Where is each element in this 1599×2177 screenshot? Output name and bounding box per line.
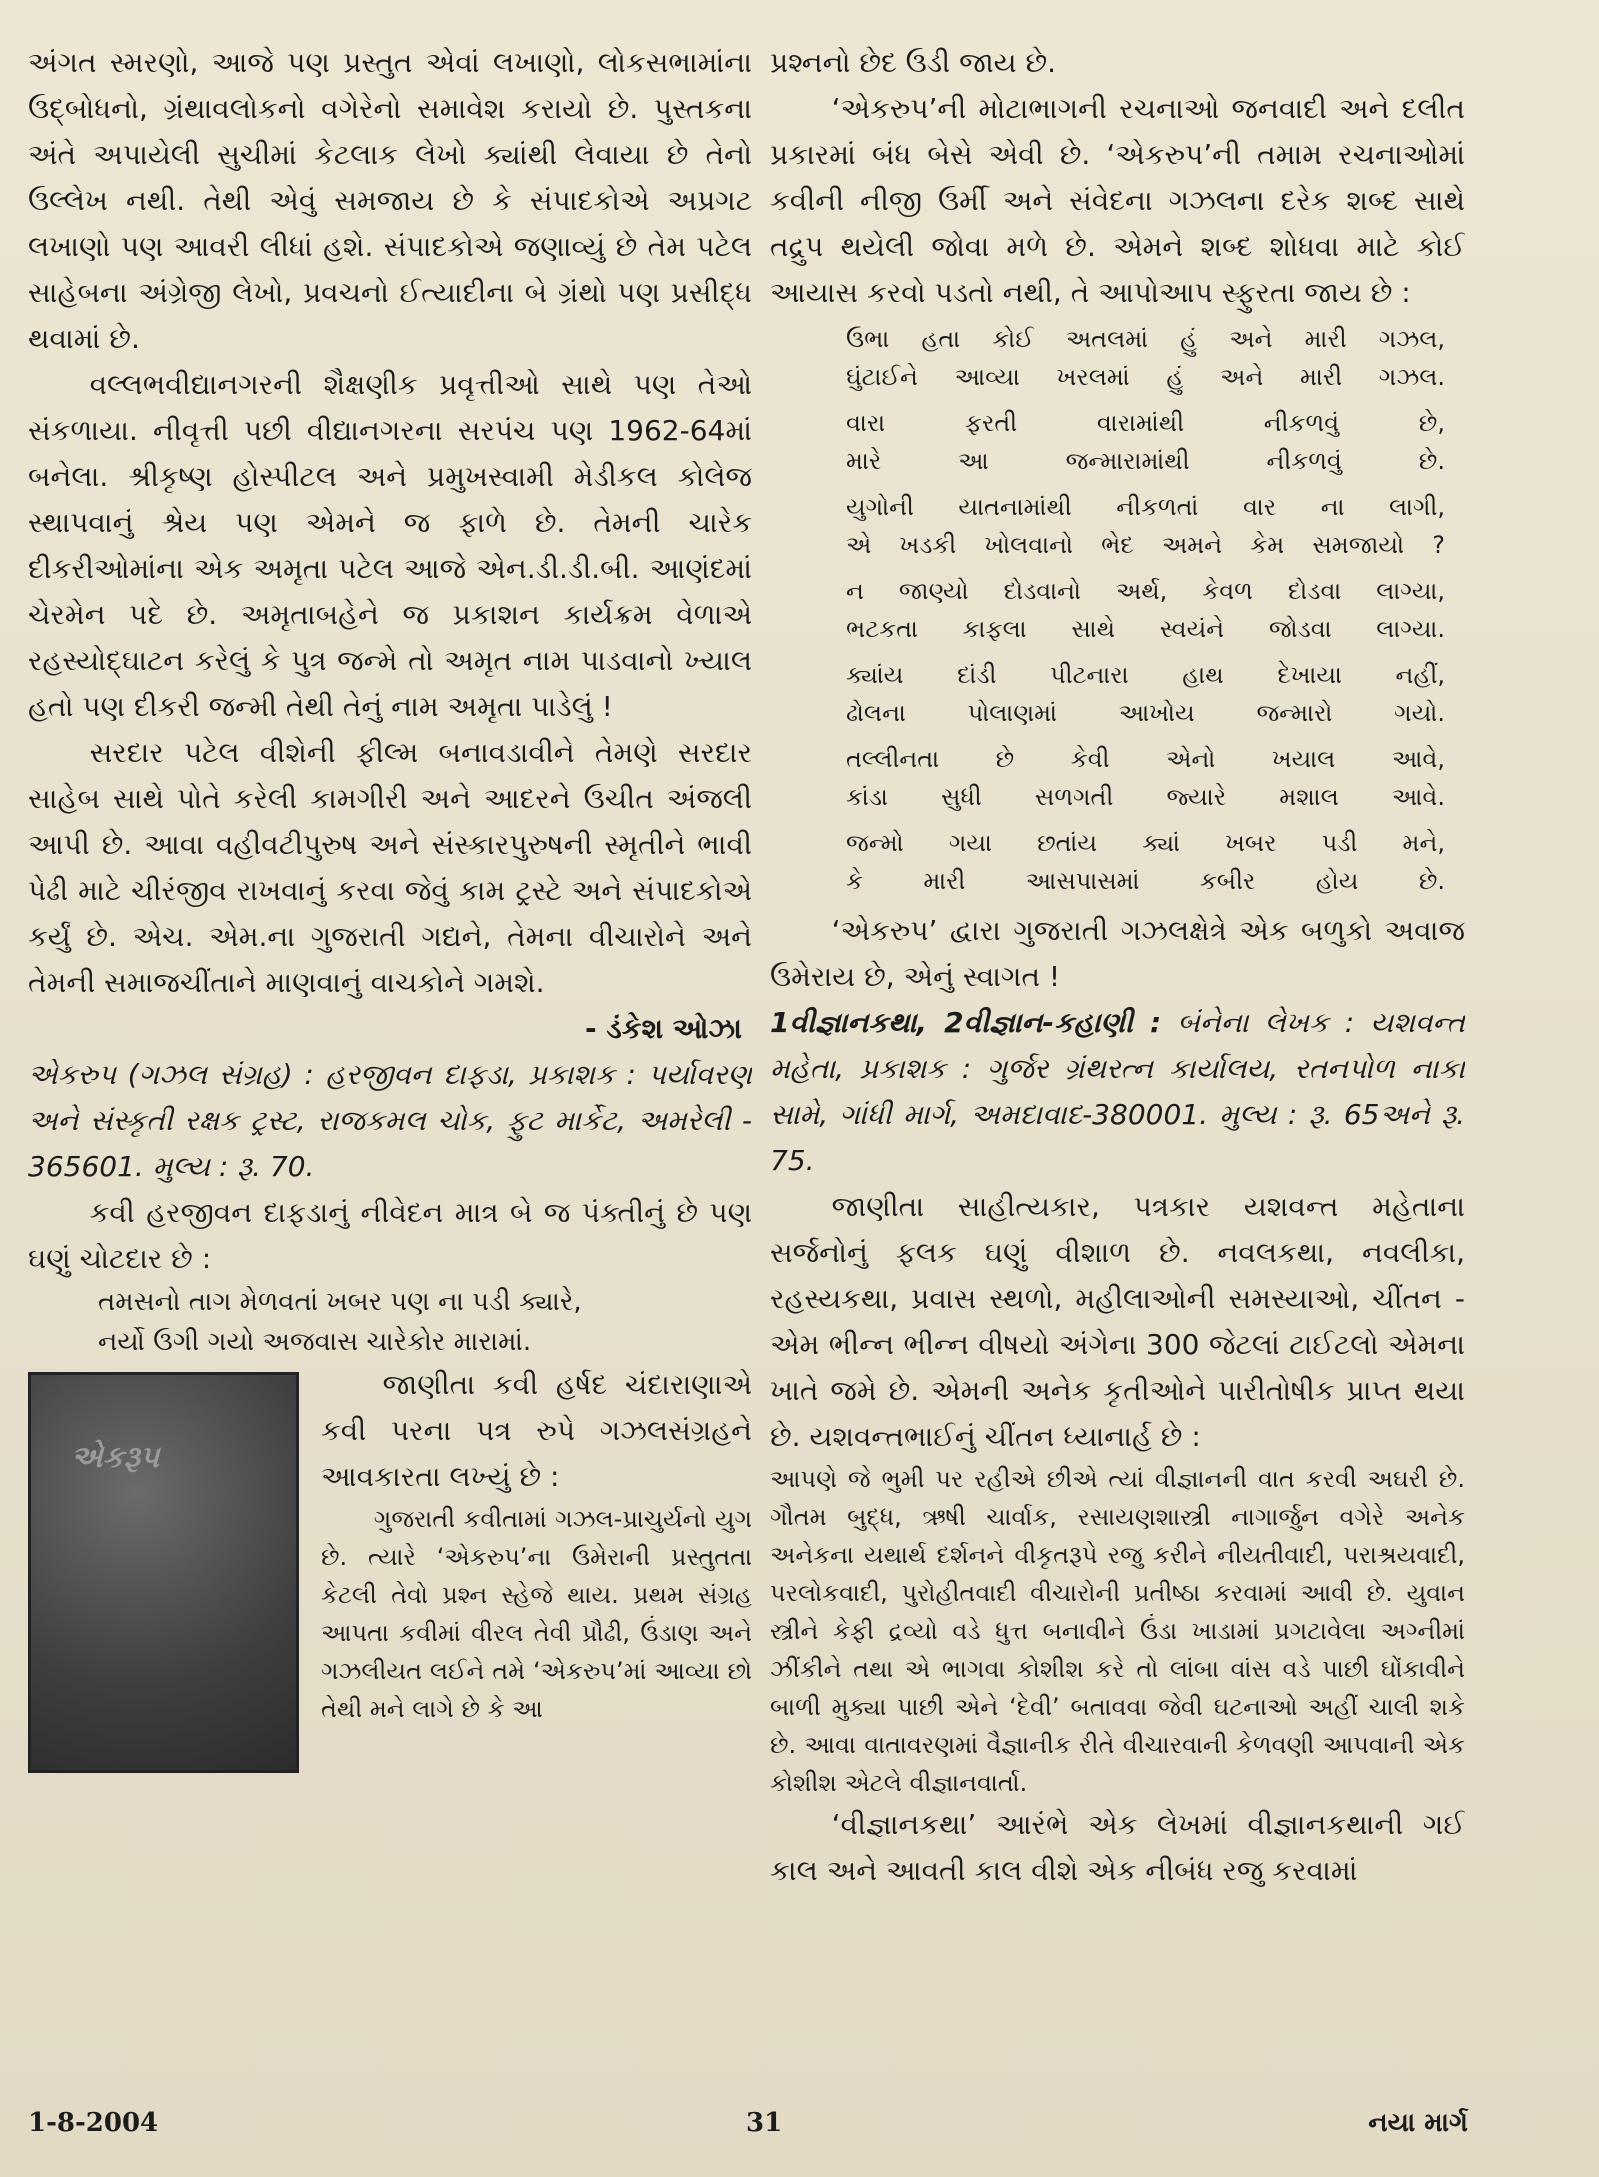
ghazal-stanza — [846, 488, 1445, 564]
left-paragraph-5: જાણીતા કવી હર્ષદ ચંદારાણાએ કવી પરના પત્ર રુપે ગઝલસંગ્રહને આવકારતા લખ્યું છે : — [321, 1368, 752, 1493]
ghazal-line: કાંડા સુધી સળગતી જ્યારે મશાલ આવે. — [846, 783, 1445, 811]
ghazal-line: ભટકતા કાફલા સાથે સ્વયંને જોડવા લાગ્યા. — [846, 615, 1445, 643]
book-cover-image — [28, 1372, 299, 1773]
right-paragraph-1: પ્રશ્નનો છેદ ઉડી જાય છે. — [770, 46, 1057, 79]
ghazal-line: વારા ફરતી વારામાંથી નીકળવું છે, — [846, 409, 1445, 437]
ghazal-line: એ ખડકી ખોલવાનો ભેદ અમને કેમ સમજાયો ? — [846, 531, 1445, 559]
ghazal-line: કે મારી આસપાસમાં કબીર હોય છે. — [846, 867, 1445, 895]
right-paragraph-2: ‘એકરુપ’ની મોટાભાગની રચનાઓ જનવાદી અને દલીત પ્રકારમાં બંધ બેસે એવી છે. ‘એકરુપ’ની તમામ રચનાઓમાં કવીની નીજી ઉર્મી અને સંવેદના ગઝલના દરેક શબ્દ સાથે તદ્રુપ થયેલી જોવા મળે છે. એમને શબ્દ શોધવા માટે કોઈ આયાસ કરવો પડતો નથી, તે આપોઆપ સ્ફુરતા જાય છે : — [770, 92, 1465, 309]
ghazal-stanza — [846, 572, 1445, 648]
right-paragraph-3: ‘એકરુપ’ દ્વારા ગુજરાતી ગઝલક્ષેત્રે એક બળુકો અવાજ ઉમેરાય છે, એનું સ્વાગત ! — [770, 914, 1465, 993]
left-paragraph-2: વલ્લભવીદ્યાનગરની શૈક્ષણીક પ્રવૃત્તીઓ સાથે પણ તેઓ સંકળાયા. નીવૃત્તી પછી વીદ્યાનગરના સરપંચ પણ 1962-64માં બનેલા. શ્રીકૃષ્ણ હોસ્પીટલ અને પ્રમુખસ્વામી મેડીકલ કોલેજ સ્થાપવાનું શ્રેય પણ એમને જ ફાળે છે. તેમની ચારેક દીકરીઓમાંના એક અમૃતા પટેલ આજે એન.ડી.ડી.બી. આણંદમાં ચેરમેન પદે છે. અમૃતાબહેને જ પ્રકાશન કાર્યક્રમ વેળાએ રહસ્યોદ્ઘાટન કરેલું કે પુત્ર જન્મે તો અમૃત નામ પાડવાનો ખ્યાલ હતો પણ દીકરી જન્મી તેથી તેનું નામ અમૃતા પાડેલું ! — [28, 368, 752, 723]
book-cover-title: એકરૂપ — [71, 1440, 160, 1475]
issue-date: 1-8-2004 — [28, 2108, 159, 2138]
ghazal-stanza — [846, 404, 1445, 480]
book-entry-title: 1વીજ્ઞાનકથા, 2વીજ્ઞાન-કહાણી : — [770, 1006, 1162, 1039]
book-entry-ekrup: એકરુપ (ગઝલ સંગ્રહ) : હરજીવન દાફડા, પ્રકાશક : પર્યાવરણ અને સંસ્કૃતી રક્ષક ટ્રસ્ટ, રાજકમલ ચોક, ફુટ માર્કેટ, અમરેલી - 365601. મુલ્ય : રૂ. 70. — [28, 1058, 752, 1183]
book-entry-vigyan — [770, 1000, 1465, 1184]
ghazal-line: યુગોની યાતનામાંથી નીકળતાં વાર ના લાગી, — [846, 493, 1445, 521]
right-column — [770, 40, 1465, 2055]
page-number: 31 — [746, 2108, 783, 2138]
ghazal-stanza — [846, 320, 1445, 396]
left-paragraph-1: અંગત સ્મરણો, આજે પણ પ્રસ્તુત એવાં લખાણો, લોકસભામાંના ઉદ્બોધનો, ગ્રંથાવલોકનો વગેરેનો સમાવેશ કરાયો છે. પુસ્તકના અંતે અપાયેલી સુચીમાં કેટલાક લેખો ક્યાંથી લેવાયા છે તેનો ઉલ્લેખ નથી. તેથી એવું સમજાય છે કે સંપાદકોએ અપ્રગટ લખાણો પણ આવરી લીધાં હશે. સંપાદકોએ જણાવ્યું છે તેમ પટેલ સાહેબના અંગ્રેજી લેખો, પ્રવચનો ઈત્યાદીના બે ગ્રંથો પણ પ્રસીદ્ધ થવામાં છે. — [28, 46, 752, 355]
ghazal-line: મારે આ જન્મારામાંથી નીકળવું છે. — [846, 447, 1445, 475]
ghazal-line: તલ્લીનતા છે કેવી એનો ખયાલ આવે, — [846, 745, 1445, 773]
couplet-line-2: નર્યો ઉગી ગયો અજવાસ ચારેકોર મારામાં. — [98, 1327, 532, 1357]
magazine-name: નયા માર્ગ — [1368, 2108, 1468, 2138]
ghazal-excerpts — [770, 320, 1465, 900]
right-paragraph-6: ‘વીજ્ઞાનકથા’ આરંભે એક લેખમાં વીજ્ઞાનકથાની ગઈ કાલ અને આવતી કાલ વીશે એક નીબંધ રજુ કરવામાં — [770, 1808, 1465, 1887]
ghazal-line: જન્મો ગયા છતાંય ક્યાં ખબર પડી મને, — [846, 829, 1445, 857]
right-quoted-passage: આપણે જે ભુમી પર રહીએ છીએ ત્યાં વીજ્ઞાનની વાત કરવી અઘરી છે. ગૌતમ બુદ્ધ, ઋષી ચાર્વાક, રસાયણશાસ્ત્રી નાગાર્જુન વગેરે અનેક અનેકના યથાર્થ દર્શનને વીકૃતરૂપે રજુ કરીને નીયતીવાદી, પરાશ્રયવાદી, પરલોકવાદી, પુરોહીતવાદી વીચારોની પ્રતીષ્ઠા કરવામાં આવી છે. યુવાન સ્ત્રીને કેફી દ્રવ્યો વડે ધુત્ત બનાવીને ઉંડા ખાડામાં પ્રગટાવેલા અગ્નીમાં ઝીંકીને તથા એ ભાગવા કોશીશ કરે તો લાંબા વાંસ વડે પાછી ઘોંકાવીને બાળી મુક્યા પાછી એને ‘દેવી’ બતાવવા જેવી ઘટનાઓ અહીં ચાલી શકે છે. આવા વાતાવરણમાં વૈજ્ઞાનીક રીતે વીચારવાની કેળવણી આપવાની એક કોશીશ એટલે વીજ્ઞાનવાર્તા. — [770, 1465, 1465, 1797]
page-footer — [28, 2108, 1468, 2144]
book-entry-details: બંનેના લેખક : યશવન્ત મહેતા, પ્રકાશક : ગુર્જર ગ્રંથરત્ન કાર્યાલય, રતનપોળ નાકા સામે, ગાંધી માર્ગ, અમદાવાદ-380001. મુલ્ય : રૂ. 65અને રૂ. 75. — [770, 1006, 1465, 1177]
ghazal-line: ઉભા હતા કોઈ અતલમાં હું અને મારી ગઝલ, — [846, 325, 1445, 353]
couplet-line-1: તમસનો તાગ મેળવતાં ખબર પણ ના પડી ક્યારે, — [98, 1287, 582, 1317]
left-column — [28, 40, 752, 2055]
ghazal-stanza — [846, 740, 1445, 816]
right-paragraph-4: જાણીતા સાહીત્યકાર, પત્રકાર યશવન્ત મહેતાના સર્જનોનું ફલક ઘણું વીશાળ છે. નવલકથા, નવલીકા, રહસ્યકથા, પ્રવાસ સ્થળો, મહીલાઓની સમસ્યાઓ, ચીંતન - એમ ભીન્ન ભીન્ન વીષયો અંગેના 300 જેટલાં ટાઈટલો એમના ખાતે જમે છે. એમની અનેક કૃતીઓને પારીતોષીક પ્રાપ્ત થયા છે. યશવન્તભાઈનું ચીંતન ધ્યાનાર્હ છે : — [770, 1190, 1465, 1453]
ghazal-stanza — [846, 824, 1445, 900]
ghazal-line: ન જાણ્યો દોડવાનો અર્થ, કેવળ દોડવા લાગ્યા, — [846, 577, 1445, 605]
left-paragraph-6: ગુજરાતી કવીતામાં ગઝલ-પ્રાચુર્યનો યુગ છે. ત્યારે ‘એકરુપ’ના ઉમેરાની પ્રસ્તુતતા કેટલી તેવો પ્રશ્ન સ્હેજે થાય. પ્રથમ સંગ્રહ આપતા કવીમાં વીરલ તેવી પ્રૌઢી, ઉંડાણ અને ગઝલીયત લઈને તમે ‘એકરુપ’માં આવ્યા છો તેથી મને લાગે છે કે આ — [321, 1505, 752, 1723]
ghazal-line: ઘુંટાઈને આવ્યા ખરલમાં હું અને મારી ગઝલ. — [846, 363, 1445, 391]
couplet-quote — [28, 1282, 752, 1362]
ghazal-line: ક્યાંય દાંડી પીટનારા હાથ દેખાયા નહીં, — [846, 661, 1445, 689]
ghazal-line: ઢોલના પોલાણમાં આખોય જન્મારો ગયો. — [846, 699, 1445, 727]
left-paragraph-3: સરદાર પટેલ વીશેની ફીલ્મ બનાવડાવીને તેમણે સરદાર સાહેબ સાથે પોતે કરેલી કામગીરી અને આદરને ઉચીત અંજલી આપી છે. આવા વહીવટીપુરુષ અને સંસ્કારપુરુષની સ્મૃતીને ભાવી પેઢી માટે ચીરંજીવ રાખવાનું કરવા જેવું કામ ટ્રસ્ટે અને સંપાદકોએ કર્યું છે. એચ. એમ.ના ગુજરાતી ગદ્યને, તેમના વીચારોને અને તેમની સમાજચીંતાને માણવાનું વાચકોને ગમશે. — [28, 736, 752, 999]
left-paragraph-4: કવી હરજીવન દાફડાનું નીવેદન માત્ર બે જ પંક્તીનું છે પણ ઘણું ચોટદાર છે : — [28, 1196, 752, 1275]
ghazal-stanza — [846, 656, 1445, 732]
review-signature: - ડંકેશ ઓઝા — [584, 1012, 742, 1045]
